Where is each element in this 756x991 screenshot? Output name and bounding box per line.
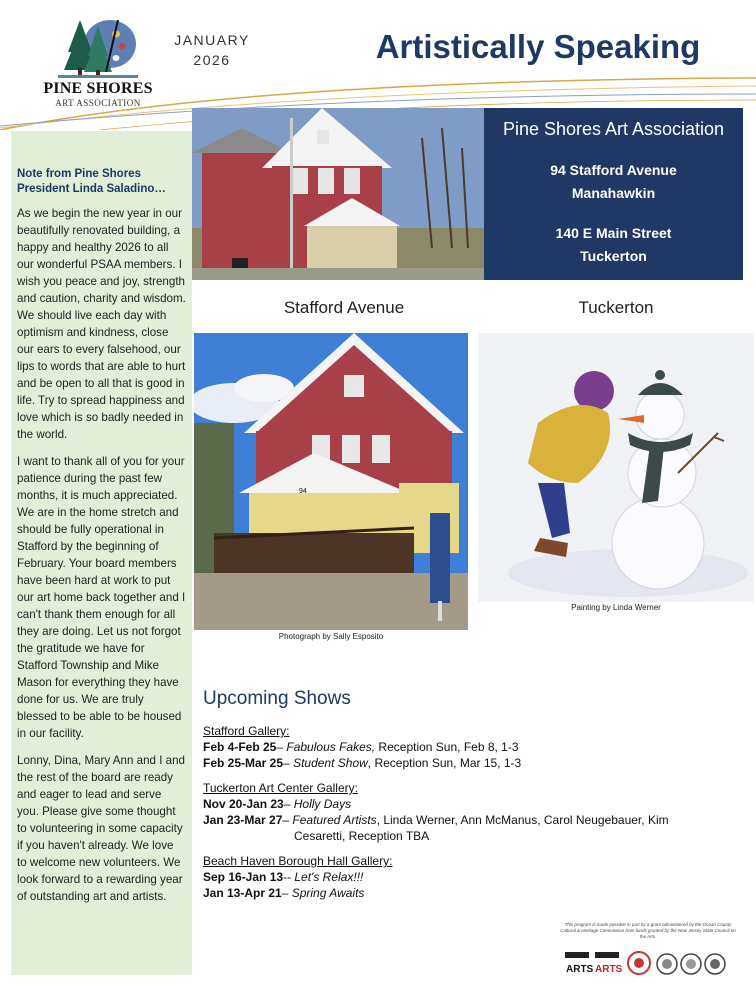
show-title: Fabulous Fakes, bbox=[286, 740, 376, 754]
stafford-town: Manahawkin bbox=[571, 185, 656, 201]
show-item: Sep 16-Jan 13 -- Let's Relax!!! bbox=[203, 870, 364, 884]
show-title: Student Show bbox=[293, 756, 368, 770]
show-title: Let's Relax!!! bbox=[294, 870, 364, 884]
show-date: Feb 25-Mar 25 bbox=[203, 756, 284, 770]
upcoming-shows-list bbox=[203, 723, 743, 901]
gallery-name: Beach Haven Borough Hall Gallery: bbox=[203, 854, 393, 868]
president-note-sidebar bbox=[11, 131, 192, 975]
show-item: Jan 13-Apr 21 – Spring Awaits bbox=[203, 886, 365, 900]
gallery-name: Stafford Gallery: bbox=[203, 724, 290, 738]
snowman-painting bbox=[478, 333, 754, 602]
show-title: Holly Days bbox=[293, 797, 352, 811]
show-item: Feb 25-Mar 25 – Student Show, Reception Sun, Mar 15, 1-3 bbox=[203, 756, 522, 770]
show-item: Feb 4-Feb 25 – Fabulous Fakes, Reception Sun, Feb 8, 1-3 bbox=[203, 740, 519, 754]
issue-date bbox=[172, 30, 252, 70]
president-note-paragraph: I want to thank all of you for your patience during the past few months, it is much appreciated. We are in the home stretch and should be fully operational in Stafford by the beginning of February. Your board members have been hard at work to put our art home back together and I can't thank them enough for all they are doing. Let us not forgot the gratitude we have for Stafford Township and Mike Mason for everything they have done for us. We are truly blessed to be able to be housed in our facility. bbox=[17, 455, 186, 740]
logo-subtitle: ART ASSOCIATION bbox=[55, 98, 141, 108]
funding-credit: This program is made possible in part by a grant administered by the Ocean County Cultural & Heritage Commission from funds granted by the New Jersey State Council on the Arts. bbox=[560, 922, 736, 939]
logo-name: PINE SHORES bbox=[43, 80, 153, 97]
show-date: Nov 20-Jan 23 bbox=[203, 797, 284, 811]
show-date: Feb 4-Feb 25 bbox=[203, 740, 277, 754]
tuckerton-heading: Tuckerton bbox=[578, 298, 654, 317]
show-item: Nov 20-Jan 23 – Holly Days bbox=[203, 797, 352, 811]
issue-month: JANUARY bbox=[174, 32, 250, 48]
show-item: Jan 23-Mar 27 – Featured Artists, Linda Werner, Ann McManus, Carol Neugebauer, Kim bbox=[203, 813, 669, 827]
sponsor-logos bbox=[563, 948, 743, 978]
show-item-continued: Cesaretti, Reception TBA bbox=[294, 829, 430, 843]
show-title: Featured Artists bbox=[292, 813, 377, 827]
newsletter-title: Artistically Speaking bbox=[375, 28, 701, 65]
stafford-house-photo bbox=[194, 333, 468, 630]
tuckerton-town: Tuckerton bbox=[580, 248, 647, 264]
president-note-paragraph: Lonny, Dina, Mary Ann and I and the rest of the board are ready and eager to lead and serve you. Please give some thought to volunteering in some capacity if you haven't already. We love to welcome new volunteers. We look forward to a rewarding year of outstanding art and artists. bbox=[17, 754, 186, 903]
org-name: Pine Shores Art Association bbox=[502, 119, 725, 139]
upcoming-shows-heading: Upcoming Shows bbox=[203, 688, 351, 709]
house-number: 94 bbox=[299, 488, 307, 495]
stafford-heading: Stafford Avenue bbox=[283, 298, 405, 317]
tuckerton-address: 140 E Main Street bbox=[555, 225, 672, 241]
show-date: Jan 23-Mar 27 bbox=[203, 813, 283, 827]
address-info-box bbox=[484, 108, 743, 280]
show-date: Jan 13-Apr 21 bbox=[203, 886, 282, 900]
stafford-photo-caption: Photograph by Sally Esposito bbox=[278, 632, 384, 641]
issue-year: 2026 bbox=[193, 52, 231, 68]
sponsor-logo-arts: ARTS bbox=[566, 964, 594, 975]
show-date: Sep 16-Jan 13 bbox=[203, 870, 284, 884]
tuckerton-photo-caption: Painting by Linda Werner bbox=[571, 603, 661, 612]
show-title: Spring Awaits bbox=[291, 886, 365, 900]
stafford-address: 94 Stafford Avenue bbox=[550, 162, 677, 178]
building-photo-top bbox=[192, 108, 484, 280]
president-note-paragraph: As we begin the new year in our beautifully renovated building, a happy and healthy 2026 to all our wonderful PSAA members. I wish you peace and joy, strength and caution, charity and wisdom. We should live each day with optimism and kindness, close our ears to every falsehood, our lips to words that are able to hurt and be open to all that is good in life. Try to spread happiness and love which is so badly needed in the world. bbox=[17, 207, 186, 441]
president-note-heading: Note from Pine Shores President Linda Saladino… bbox=[17, 168, 166, 195]
gallery-name: Tuckerton Art Center Gallery: bbox=[203, 781, 358, 795]
sponsor-logo-arts-2: ARTS bbox=[595, 964, 623, 975]
